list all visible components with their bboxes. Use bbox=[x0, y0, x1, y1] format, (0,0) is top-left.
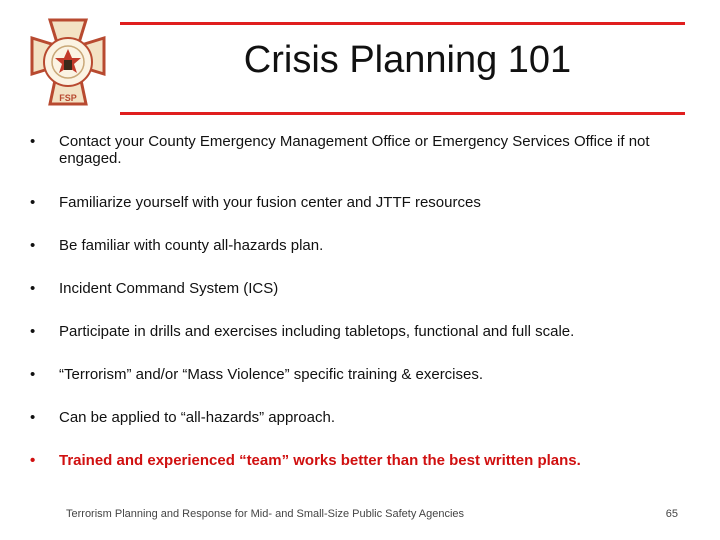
bullet-text: Participate in drills and exercises including tabletops, functional and full scale. bbox=[59, 323, 575, 340]
logo bbox=[20, 16, 116, 108]
title-bottom-rule bbox=[120, 112, 685, 115]
maltese-cross-logo-icon bbox=[20, 16, 116, 108]
bullet-text: Trained and experienced “team” works better than the best written plans. bbox=[59, 452, 581, 469]
bullet-item-2 bbox=[30, 194, 690, 211]
bullet-item-7 bbox=[30, 409, 690, 426]
bullet-dot: • bbox=[30, 452, 36, 469]
bullet-text: “Terrorism” and/or “Mass Violence” specific training & exercises. bbox=[59, 366, 484, 383]
bullet-item-8-highlight bbox=[30, 452, 690, 469]
bullet-text: Incident Command System (ICS) bbox=[59, 280, 279, 297]
bullet-dot: • bbox=[30, 366, 36, 383]
bullet-dot: • bbox=[30, 194, 36, 211]
bullet-text: Familiarize yourself with your fusion center and JTTF resources bbox=[59, 194, 481, 211]
bullet-item-6 bbox=[30, 366, 690, 383]
bullet-dot: • bbox=[30, 323, 36, 340]
bullet-item-3 bbox=[30, 237, 690, 254]
bullet-item-4 bbox=[30, 280, 690, 297]
page-number: 65 bbox=[665, 508, 678, 520]
title-top-rule bbox=[120, 22, 685, 25]
bullet-list bbox=[30, 133, 690, 469]
bullet-text: Be familiar with county all-hazards plan. bbox=[59, 237, 324, 254]
bullet-text: Contact your County Emergency Management Office or Emergency Services Office if not engaged. bbox=[59, 133, 650, 167]
bullet-dot: • bbox=[30, 280, 36, 297]
bullet-dot: • bbox=[30, 133, 36, 150]
logo-text: FSP bbox=[59, 93, 77, 103]
footer-text: Terrorism Planning and Response for Mid- and Small-Size Public Safety Agencies bbox=[66, 508, 465, 520]
slide-title: Crisis Planning 101 bbox=[243, 39, 572, 81]
bullet-item-1 bbox=[30, 133, 690, 167]
bullet-text: Can be applied to “all-hazards” approach. bbox=[59, 409, 335, 426]
bullet-dot: • bbox=[30, 237, 36, 254]
bullet-item-5 bbox=[30, 323, 690, 340]
bullet-dot: • bbox=[30, 409, 36, 426]
